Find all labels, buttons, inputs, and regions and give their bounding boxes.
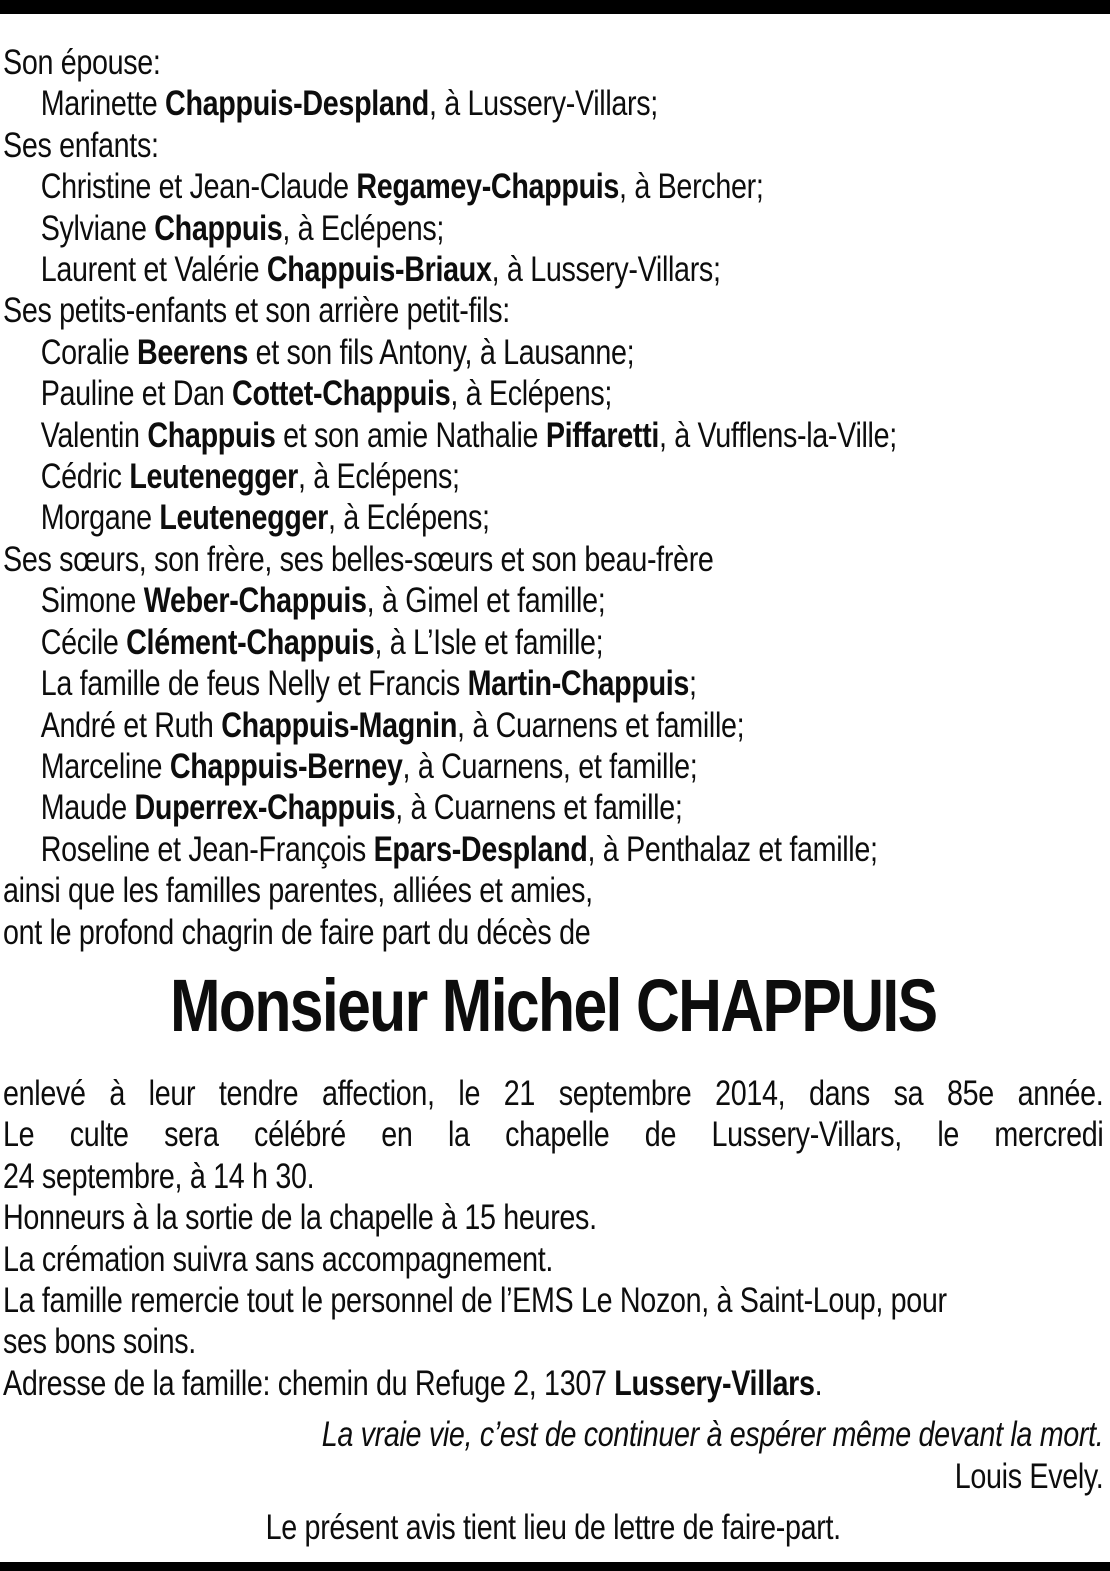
family-line: Ses sœurs, son frère, ses belles-sœurs et son beau-frère [3, 539, 714, 579]
family-line: Simone Weber-Chappuis, à Gimel et famille; [40, 581, 606, 621]
family-line: ont le profond chagrin de faire part du décès de [3, 912, 591, 952]
family-line: Cédric Leutenegger, à Eclépens; [40, 457, 460, 497]
family-line: La famille de feus Nelly et Francis Martin-Chappuis; [40, 664, 697, 704]
family-line: Sylviane Chappuis, à Eclépens; [40, 208, 445, 248]
announcement-line: Honneurs à la sortie de la chapelle à 15 heures. [3, 1198, 597, 1238]
announcement-section [3, 1073, 1103, 1404]
announcement-line: La crémation suivra sans accompagnement. [3, 1239, 554, 1279]
family-line: Cécile Clément-Chappuis, à L’Isle et famille; [40, 622, 604, 662]
family-line: Coralie Beerens et son fils Antony, à Lausanne; [40, 332, 635, 372]
quote-text: La vraie vie, c’est de continuer à espérer même devant la mort. [321, 1415, 1104, 1455]
announcement-line: Adresse de la famille: chemin du Refuge 2, 1307 Lussery-Villars. [3, 1363, 823, 1403]
family-line: Ses enfants: [3, 125, 159, 165]
family-line: Maude Duperrex-Chappuis, à Cuarnens et famille; [40, 788, 683, 828]
family-line: Marceline Chappuis-Berney, à Cuarnens, et famille; [40, 746, 698, 786]
family-line: Roseline et Jean-François Epars-Despland, à Penthalaz et famille; [40, 829, 878, 869]
quote-attribution: Louis Evely. [954, 1456, 1104, 1496]
announcement-line: Le culte sera célébré en la chapelle de Lussery-Villars, le mercredi [3, 1115, 1104, 1155]
family-line: Son épouse: [3, 43, 161, 82]
announcement-line: enlevé à leur tendre affection, le 21 septembre 2014, dans sa 85e année. [3, 1073, 1104, 1113]
footer-notice: Le présent avis tient lieu de lettre de faire-part. [265, 1508, 841, 1547]
bottom-scan-bar [0, 1562, 1110, 1571]
announcement-line: ses bons soins. [3, 1322, 196, 1362]
top-scan-bar [0, 0, 1110, 14]
family-line: Ses petits-enfants et son arrière petit-fils: [3, 291, 510, 331]
deceased-name-title: Monsieur Michel CHAPPUIS [169, 963, 937, 1047]
announcement-line: 24 septembre, à 14 h 30. [3, 1156, 315, 1196]
family-line: Christine et Jean-Claude Regamey-Chappuis, à Bercher; [40, 167, 764, 207]
family-line: Marinette Chappuis-Despland, à Lussery-Villars; [40, 84, 658, 124]
quote-block [3, 1414, 1103, 1497]
family-line: Laurent et Valérie Chappuis-Briaux, à Lussery-Villars; [40, 250, 721, 290]
family-line: Pauline et Dan Cottet-Chappuis, à Eclépens; [40, 374, 613, 414]
family-line: Morgane Leutenegger, à Eclépens; [40, 498, 490, 538]
notice-content [3, 14, 1103, 1548]
family-line: Valentin Chappuis et son amie Nathalie Piffaretti, à Vufflens-la-Ville; [40, 415, 897, 455]
family-line: André et Ruth Chappuis-Magnin, à Cuarnens et famille; [40, 705, 745, 745]
family-line: ainsi que les familles parentes, alliées et amies, [3, 871, 593, 911]
family-section [3, 42, 1103, 953]
announcement-line: La famille remercie tout le personnel de l’EMS Le Nozon, à Saint-Loup, pour [3, 1280, 947, 1320]
